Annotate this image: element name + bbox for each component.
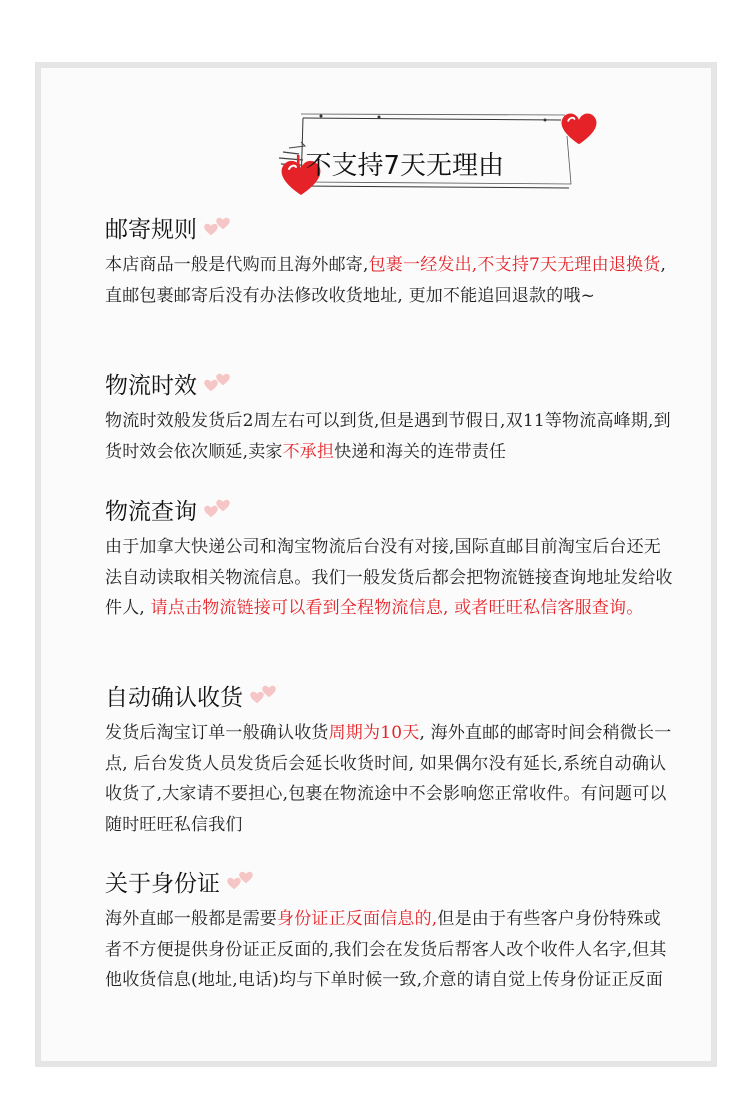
section-id-card (105, 864, 675, 996)
body-text: 但是由于有些客户身份特殊或者不方便提供身份证正反面的,我们会在发货后帮客人改个收件人名字,但其他收货信息(地址,电话)均与下单时候一致,介意的请自觉上传身份证正反面 (105, 909, 667, 990)
section-body (105, 718, 675, 840)
body-text: 由于加拿大快递公司和淘宝物流后台没有对接,国际直邮目前淘宝后台还无法自动读取相关物流信息。我们一般发货后都会把物流链接查询地址发给收件人, (105, 537, 673, 618)
section-heading (105, 864, 675, 898)
body-text: 快递和海关的连带责任 (334, 441, 507, 462)
body-highlight: 请点击物流链接可以看到全程物流信息, 或者旺旺私信客服查询。 (145, 598, 644, 618)
body-text: 发货后淘宝订单一般确认收货 (105, 723, 329, 743)
section-body (105, 904, 675, 996)
section-heading-text: 物流查询 (105, 498, 197, 525)
heart-decoration-icon (203, 504, 231, 518)
section-heading-text: 邮寄规则 (105, 216, 197, 243)
heart-decoration-icon (226, 876, 254, 890)
heart-decoration-icon (249, 690, 277, 704)
title-banner (241, 112, 571, 187)
section-heading-text: 物流时效 (105, 372, 197, 399)
body-highlight: 身份证正反面信息的, (277, 909, 438, 929)
section-shipping-time (105, 366, 675, 467)
banner-exclamation: ! (293, 151, 304, 181)
body-text: , 海外直邮的邮寄时间会稍微长一点, 后台发货人员发货后会延长收货时间, 如果偶尔没有延长,系统自动确认收货了,大家请不要担心,包裹在物流途中不会影响您正常收件。有问题可以随时旺旺私信我们 (105, 723, 672, 835)
body-text: 物流时效般发货后2周左右可以到货,但是遇到节假日,双11等物流高峰期,到货时效会依次顺延,卖家 (105, 411, 671, 462)
section-heading (105, 678, 675, 712)
section-shipping-rules (105, 210, 675, 311)
section-body (105, 532, 675, 624)
page-frame (35, 62, 717, 1067)
heart-icon (559, 110, 599, 146)
heart-decoration-icon (203, 378, 231, 392)
section-tracking (105, 492, 675, 624)
section-auto-confirm (105, 678, 675, 840)
section-heading-text: 关于身份证 (105, 870, 220, 897)
section-heading (105, 492, 675, 526)
section-body (105, 406, 675, 467)
body-text: , 直邮包裹邮寄后没有办法修改收货地址, 更加不能追回退款的哦~ (105, 255, 667, 306)
section-heading (105, 210, 675, 244)
heart-decoration-icon (203, 222, 231, 236)
body-highlight: 周期为10天 (328, 723, 420, 743)
body-text: 海外直邮一般都是需要 (105, 909, 277, 929)
body-highlight: 不承担 (282, 441, 335, 462)
content-card (41, 68, 711, 1061)
banner-title-text: 不支持7天无理由 (305, 151, 504, 181)
body-highlight: 包裹一经发出,不支持7天无理由退换货 (368, 255, 661, 275)
body-text: 本店商品一般是代购而且海外邮寄, (105, 255, 369, 275)
section-heading-text: 自动确认收货 (105, 684, 243, 711)
section-heading (105, 366, 675, 400)
banner-title (293, 145, 504, 182)
section-body (105, 250, 675, 311)
